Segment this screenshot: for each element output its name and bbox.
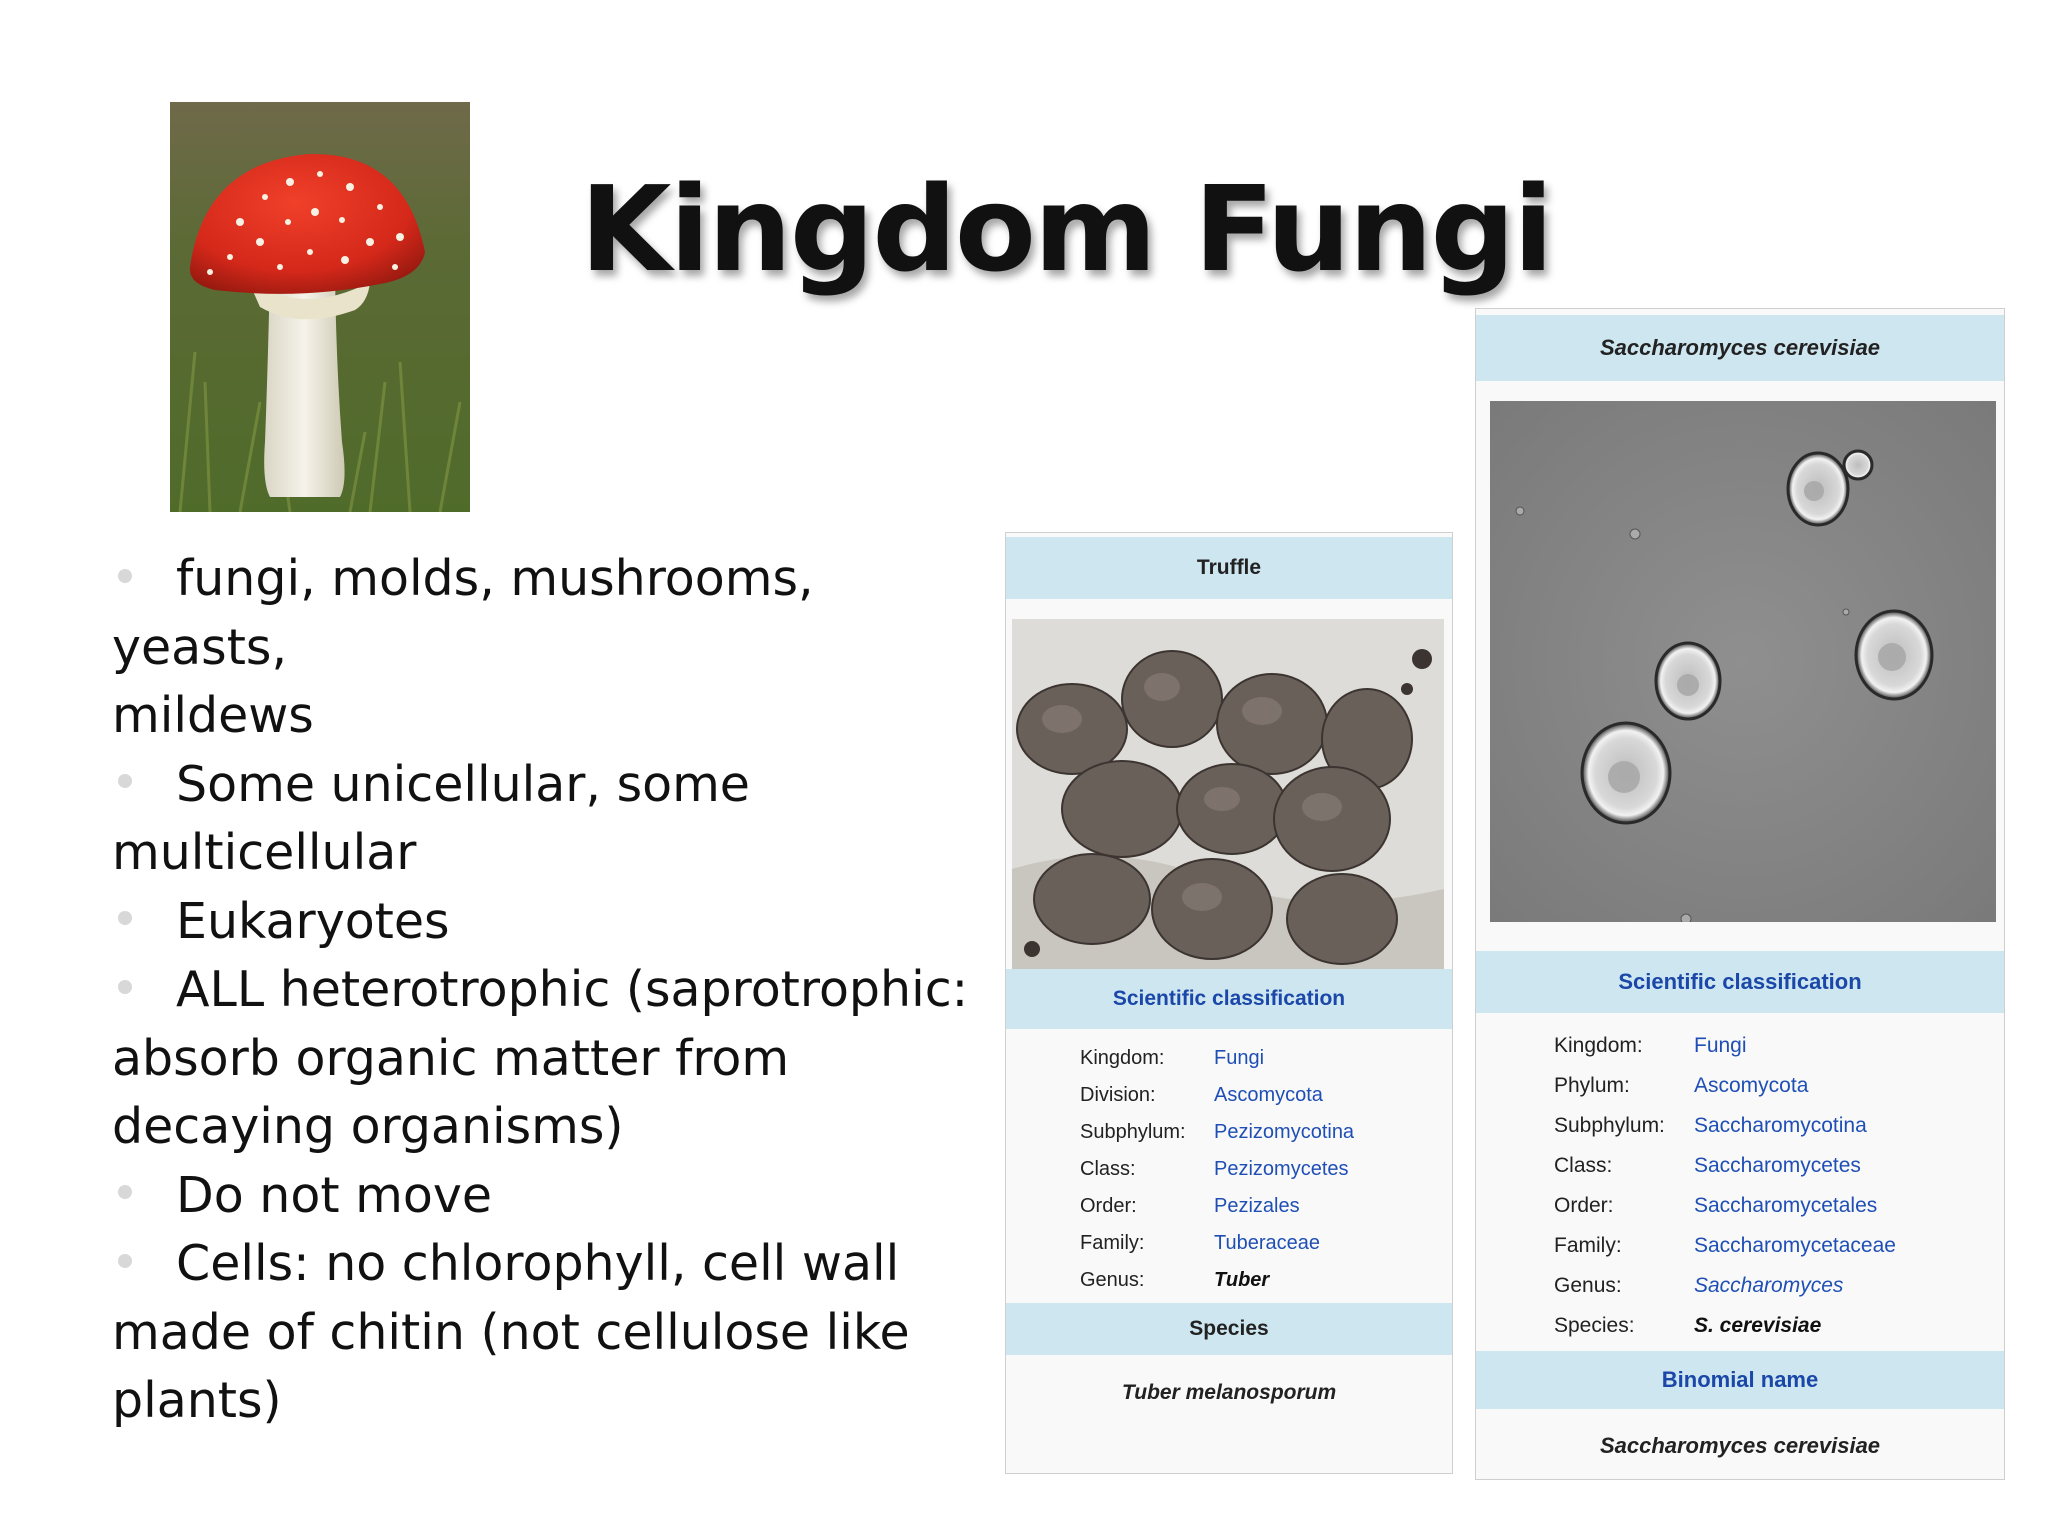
rank-link[interactable]: Ascomycota [1214, 1084, 1323, 1106]
rank-label: Order: [1080, 1195, 1137, 1217]
rank-link[interactable]: Saccharomycetaceae [1694, 1234, 1896, 1257]
binomial-name: Saccharomyces cerevisiae [1599, 1433, 1881, 1458]
bullet-item [112, 751, 992, 888]
rank-label: Family: [1554, 1234, 1622, 1257]
bullet-text: Eukaryotes [176, 892, 450, 950]
rank-label: Division: [1080, 1084, 1156, 1106]
slide-title: Kingdom Fungi [580, 160, 1552, 298]
rank-link[interactable]: Pezizomycetes [1214, 1158, 1349, 1180]
rank-label: Order: [1554, 1194, 1614, 1217]
bullet-dot-icon [118, 1185, 132, 1199]
bullet-dot-icon [118, 569, 132, 583]
bullet-text: Some unicellular, some [176, 755, 750, 813]
rank-label: Kingdom: [1080, 1047, 1165, 1069]
truffle-taxobox [1005, 532, 1453, 1474]
rank-label: Genus: [1554, 1274, 1622, 1297]
bullet-dot-icon [118, 980, 132, 994]
species-name: Tuber melanosporum [1121, 1381, 1337, 1404]
rank-label: Subphylum: [1080, 1121, 1186, 1143]
binomial-header: Binomial name [1476, 1351, 2004, 1409]
table-row [1554, 1266, 1896, 1306]
bullet-list [112, 545, 992, 1436]
table-row [1554, 1306, 1896, 1346]
rank-label: Family: [1080, 1232, 1145, 1254]
classification-header: Scientific classification [1006, 969, 1452, 1029]
rank-link[interactable]: Fungi [1694, 1034, 1747, 1057]
rank-link[interactable]: Saccharomycotina [1694, 1114, 1867, 1137]
table-row [1080, 1262, 1354, 1299]
taxobox-title: Saccharomyces cerevisiae [1476, 315, 2004, 381]
table-row [1554, 1066, 1896, 1106]
truffle-photo [1012, 619, 1444, 975]
bullet-text: mildews [112, 687, 314, 744]
rank-label: Genus: [1080, 1269, 1145, 1291]
yeast-taxobox [1475, 308, 2005, 1480]
table-row [1080, 1040, 1354, 1077]
bullet-text: plants) [112, 1372, 282, 1429]
table-row [1554, 1106, 1896, 1146]
classification-header: Scientific classification [1476, 951, 2004, 1013]
rank-link[interactable]: Fungi [1214, 1047, 1265, 1069]
rank-label: Subphylum: [1554, 1114, 1665, 1137]
bullet-text: ALL heterotrophic (saprotrophic: [176, 961, 969, 1018]
bullet-text: absorb organic matter from [112, 1029, 790, 1087]
table-row [1554, 1186, 1896, 1226]
rank-link[interactable]: Pezizales [1214, 1195, 1300, 1217]
bullet-dot-icon [118, 774, 132, 788]
truffle-classification-table [1080, 1040, 1354, 1299]
rank-label: Class: [1554, 1154, 1613, 1177]
rank-link[interactable]: Pezizomycotina [1214, 1121, 1355, 1143]
table-row [1080, 1188, 1354, 1225]
bullet-text: decaying organisms) [112, 1098, 624, 1155]
yeast-micrograph [1490, 401, 1996, 922]
bullet-text: Cells: no chlorophyll, cell wall [176, 1235, 900, 1292]
bullet-item [112, 1162, 992, 1231]
table-row [1080, 1077, 1354, 1114]
bullet-dot-icon [118, 1254, 132, 1268]
rank-link[interactable]: Saccharomycetes [1694, 1154, 1861, 1177]
yeast-image [1490, 401, 1996, 922]
table-row [1080, 1151, 1354, 1188]
bullet-item [112, 888, 992, 957]
rank-label: Phylum: [1554, 1074, 1630, 1097]
bullet-item [112, 545, 992, 751]
bullet-text: made of chitin (not cellulose like [112, 1303, 910, 1361]
rank-link[interactable]: Saccharomyces [1694, 1274, 1844, 1297]
bullet-dot-icon [118, 911, 132, 925]
rank-label: Class: [1080, 1158, 1136, 1180]
yeast-classification-table [1554, 1026, 1896, 1346]
rank-link[interactable]: Ascomycota [1694, 1074, 1809, 1097]
rank-label: Kingdom: [1554, 1034, 1643, 1057]
rank-value: Tuber [1214, 1269, 1270, 1291]
mushroom-photo [170, 102, 470, 512]
bullet-text: fungi, molds, mushrooms, yeasts, [112, 550, 814, 676]
species-header: Species [1006, 1303, 1452, 1355]
fly-agaric-image [170, 102, 470, 512]
bullet-item [112, 956, 992, 1162]
taxobox-title: Truffle [1006, 537, 1452, 599]
rank-label: Species: [1554, 1314, 1635, 1337]
bullet-item [112, 1230, 992, 1436]
table-row [1554, 1226, 1896, 1266]
rank-link[interactable]: Saccharomycetales [1694, 1194, 1878, 1217]
table-row [1554, 1146, 1896, 1186]
bullet-text: Do not move [176, 1166, 492, 1224]
table-row [1080, 1114, 1354, 1151]
rank-value: S. cerevisiae [1694, 1314, 1822, 1337]
table-row [1080, 1225, 1354, 1262]
bullet-text: multicellular [112, 824, 417, 881]
truffle-image [1012, 619, 1444, 975]
rank-link[interactable]: Tuberaceae [1214, 1232, 1320, 1254]
table-row [1554, 1026, 1896, 1066]
